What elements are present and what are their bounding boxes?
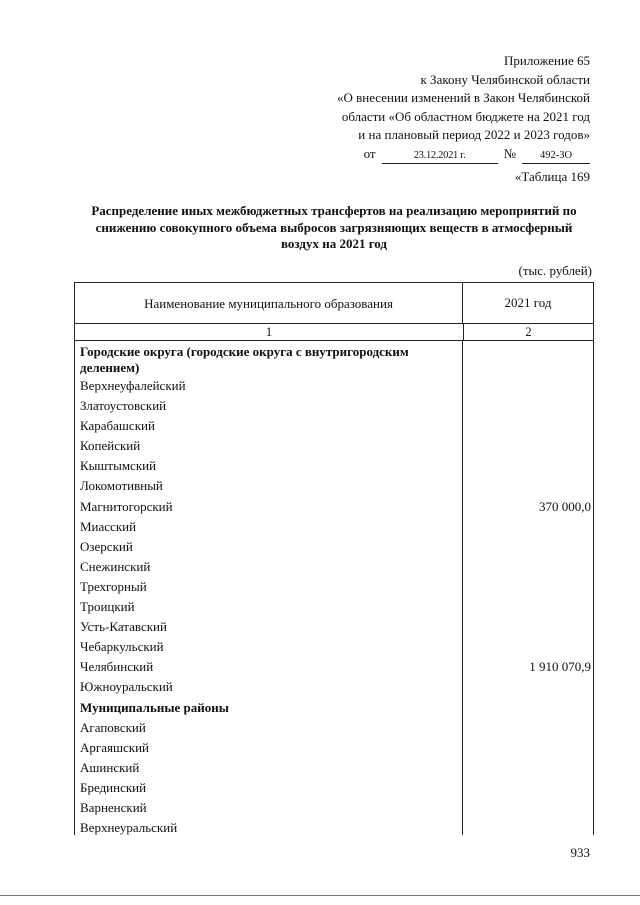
document-title: Распределение иных межбюджетных трансфертов на реализацию мероприятий по снижению совокупного объема выбросов загрязняющих веществ в атмосферный воздух на 2021 год	[91, 203, 577, 251]
column-header-year: 2021 год	[504, 295, 552, 310]
units-label: (тыс. рублей)	[518, 263, 592, 278]
column-number: 1	[75, 324, 464, 340]
transfer-amount: 370 000,0	[539, 498, 591, 514]
number-prefix: №	[503, 145, 516, 161]
transfer-amount: 1 910 070,9	[529, 659, 591, 675]
appendix-line: к Закону Челябинской области	[420, 71, 590, 87]
municipality-name: Локомотивный	[80, 478, 163, 494]
municipality-name: Чебаркульский	[80, 639, 164, 655]
municipality-name: Карабашский	[80, 418, 155, 434]
page-bottom-rule	[0, 895, 640, 896]
municipality-name: Аргаяшский	[80, 739, 149, 755]
municipality-name: Челябинский	[80, 659, 154, 675]
municipality-name: Кыштымский	[80, 458, 157, 474]
page-number: 933	[570, 845, 590, 860]
appendix-header	[337, 52, 590, 164]
appendix-line: Приложение 65	[503, 53, 590, 68]
municipality-name: Троицкий	[80, 599, 135, 615]
municipality-name: Магнитогорский	[80, 498, 173, 514]
municipality-name: Верхнеуральский	[80, 820, 178, 836]
municipality-name: Южноуральский	[80, 679, 173, 695]
group-heading: Городские округа (городские округа с внутригородским делением)	[80, 344, 409, 375]
table-label: «Таблица 169	[514, 169, 590, 184]
municipality-name: Копейский	[80, 438, 141, 454]
municipality-name: Брединский	[80, 779, 147, 795]
municipality-name: Снежинский	[80, 558, 151, 574]
transfers-table	[74, 282, 594, 835]
table-header	[75, 283, 593, 324]
municipality-name: Златоустовский	[80, 398, 167, 414]
date-prefix: от	[363, 145, 376, 161]
appendix-line: «О внесении изменений в Закон Челябинской	[336, 90, 590, 105]
column-number-row	[75, 324, 593, 341]
column-header-municipality: Наименование муниципального образования	[75, 283, 463, 323]
municipality-column	[75, 341, 463, 835]
appendix-line: области «Об областном бюджете на 2021 год	[341, 108, 590, 124]
group-heading: Муниципальные районы	[80, 699, 229, 715]
amount-column	[463, 341, 593, 835]
table-body	[75, 341, 593, 835]
law-signature-row	[337, 145, 590, 164]
appendix-line: и на плановый период 2022 и 2023 годов»	[358, 127, 590, 142]
municipality-name: Усть-Катавский	[80, 619, 167, 635]
municipality-name: Озерский	[80, 538, 133, 554]
municipality-name: Трехгорный	[80, 578, 147, 594]
column-number: 2	[525, 325, 532, 339]
municipality-name: Варненский	[80, 799, 147, 815]
municipality-name: Ашинский	[80, 759, 140, 775]
municipality-name: Миасский	[80, 518, 137, 534]
municipality-name: Верхнеуфалейский	[80, 378, 186, 393]
municipality-name: Агаповский	[80, 719, 146, 735]
law-date: 23.12.2021 г.	[382, 149, 498, 164]
law-number: 492-ЗО	[522, 149, 590, 164]
